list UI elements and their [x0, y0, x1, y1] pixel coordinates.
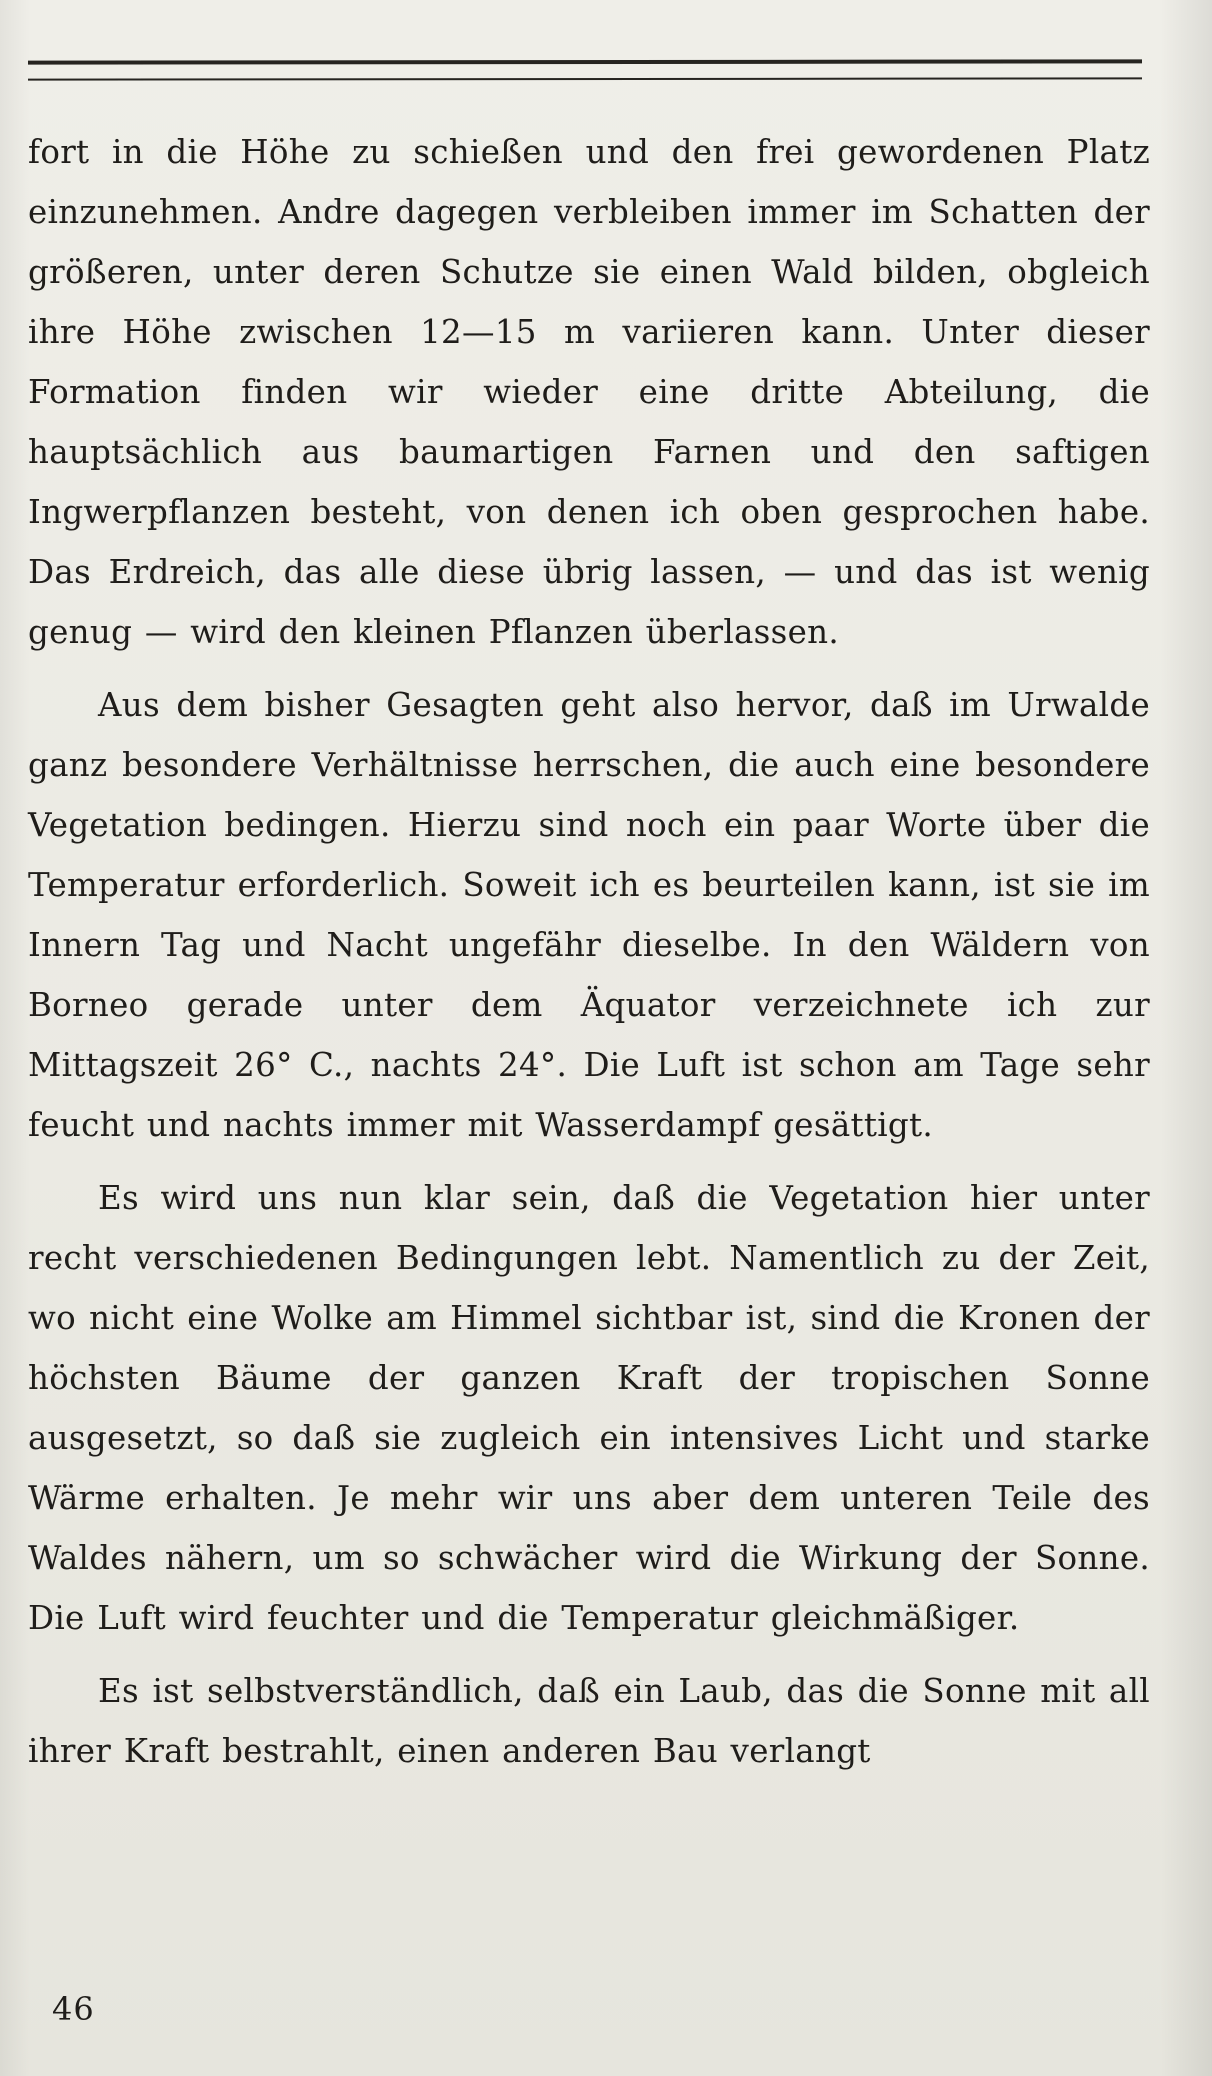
header-rule-thick	[28, 59, 1142, 64]
paragraph-3: Es wird uns nun klar sein, daß die Vegetation hier unter recht verschiedenen Bedingungen lebt. Namentlich zu der Zeit, wo nicht eine Wolke am Himmel sichtbar ist, sind die Kronen der höchsten Bäume der ganzen Kraft der tropischen Sonne ausgesetzt, so daß sie zugleich ein intensives Licht und starke Wärme erhalten. Je mehr wir uns aber dem unteren Teile des Waldes nähern, um so schwächer wird die Wirkung der Sonne. Die Luft wird feuchter und die Temperatur gleichmäßiger.	[28, 1179, 1150, 1637]
body-text	[28, 122, 1150, 1794]
paragraph-2: Aus dem bisher Gesagten geht also hervor, daß im Urwalde ganz besondere Verhältnisse herrschen, die auch eine besondere Vegetation bedingen. Hierzu sind noch ein paar Worte über die Temperatur erforderlich. Soweit ich es beurteilen kann, ist sie im Innern Tag und Nacht ungefähr dieselbe. In den Wäldern von Borneo gerade unter dem Äquator verzeichnete ich zur Mittagszeit 26° C., nachts 24°. Die Luft ist schon am Tage sehr feucht und nachts immer mit Wasserdampf gesättigt.	[28, 686, 1150, 1144]
page-number: 46	[52, 1990, 95, 2028]
header-rule-thin	[28, 77, 1142, 80]
paragraph-4: Es ist selbstverständlich, daß ein Laub, das die Sonne mit all ihrer Kraft bestrahlt, einen anderen Bau verlangt	[28, 1672, 1150, 1770]
paragraph-1: fort in die Höhe zu schießen und den frei gewordenen Platz einzunehmen. Andre dagegen verbleiben immer im Schatten der größeren, unter deren Schutze sie einen Wald bilden, obgleich ihre Höhe zwischen 12—15 m variieren kann. Unter dieser Formation finden wir wieder eine dritte Abteilung, die hauptsächlich aus baumartigen Farnen und den saftigen Ingwerpflanzen besteht, von denen ich oben gesprochen habe. Das Erdreich, das alle diese übrig lassen, — und das ist wenig genug — wird den kleinen Pflanzen überlassen.	[28, 133, 1150, 651]
